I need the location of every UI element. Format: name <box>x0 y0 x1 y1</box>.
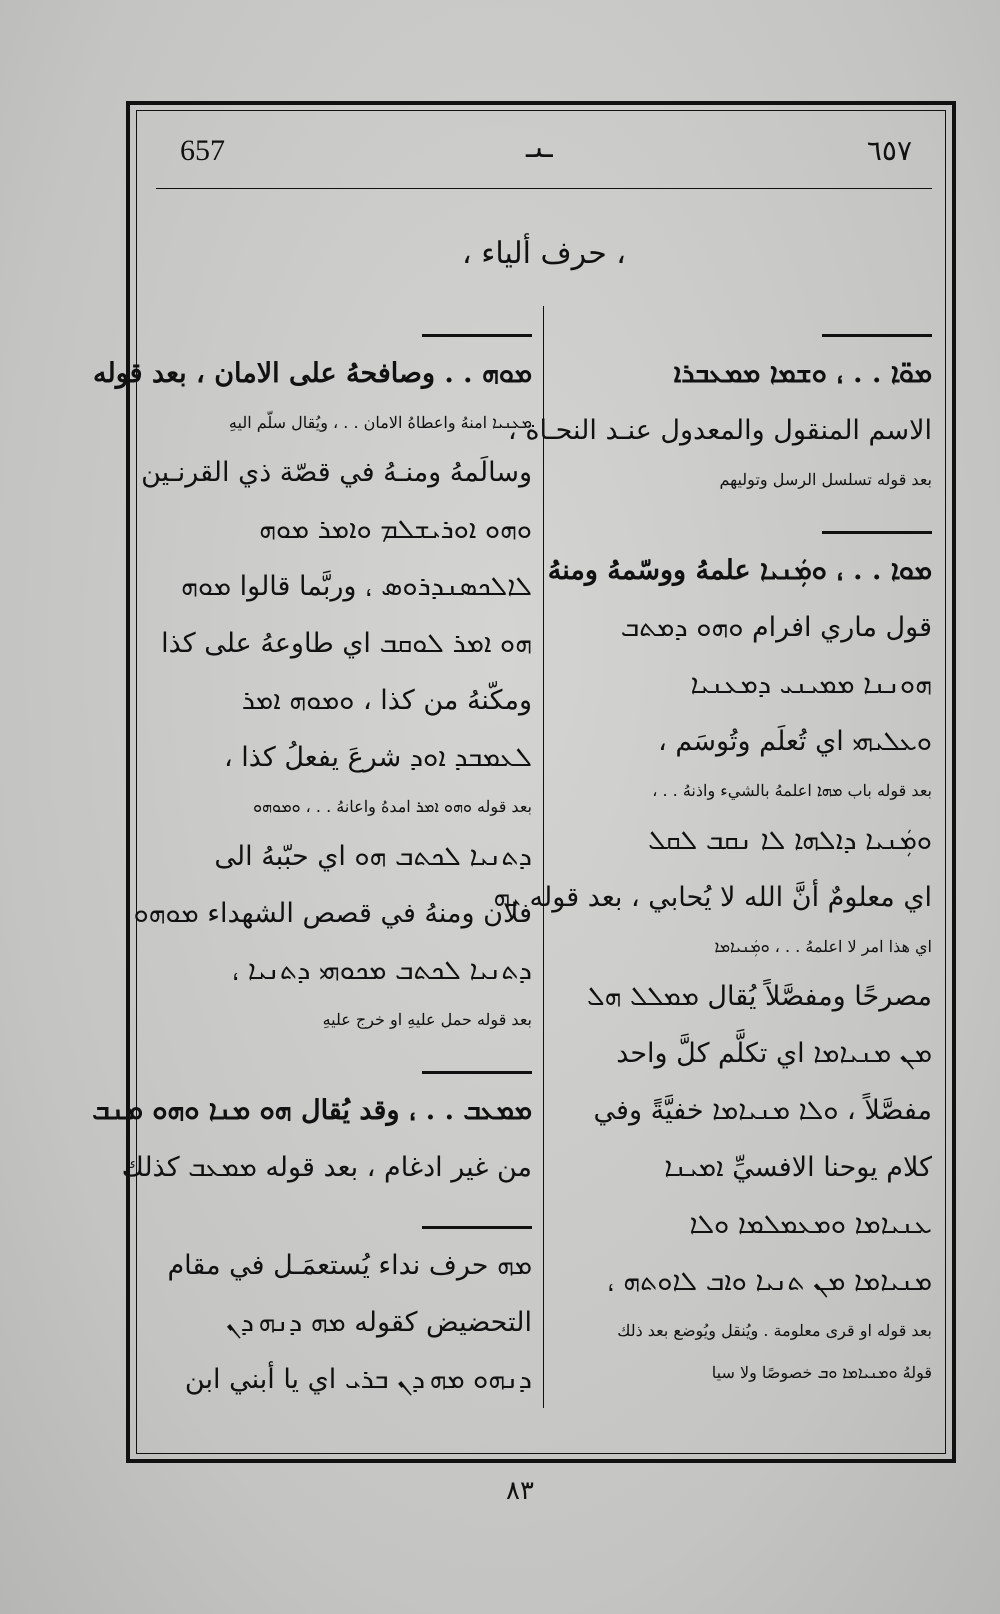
entry-text-line: ܕܬܢܝܐ ܠܟܬܒ ܡܟܘܗܝ ܕܬܢܝܐ ، <box>231 955 532 986</box>
entry-separator-rule <box>422 334 532 337</box>
entry-text-line: مصرحًا ومفصَّلاً يُقال ܡܡܠܠ ܗܠ <box>586 981 932 1012</box>
entry-text-line: مفصَّلاً ، ܘܠܐ ܡܢܝܐܡܐ خفيَّةً وفي <box>593 1095 932 1126</box>
entry-text-line: ܠܥܡܒܕ ܐܘܕ شرعَ يفعلُ كذا ، <box>223 742 532 773</box>
entry-text-line: ܡܗ حرف نداء يُستعمَـل في مقام <box>167 1250 532 1281</box>
entry-note-line: بعد قوله حمل عليهِ او خرج عليهِ <box>322 1010 532 1029</box>
section-title: ، حرف ألياء ، <box>462 236 626 271</box>
sheet-number: ٨٣ <box>506 1476 534 1506</box>
entry-note-line: قولهُ ܘܡܢܝܐܡܐ ܘܒ خصوصًا ولا سيا <box>711 1363 932 1382</box>
header-letter-mark: ـىـ <box>526 130 553 165</box>
entry-text-line: ܠܐܠܟܣܢܕܪܘܣ ، وربَّما قالوا ܡܘܗ <box>181 571 532 602</box>
entry-separator-rule <box>422 1226 532 1229</box>
entry-text-line: ܘܥܠܝܗܝ اي تُعلَم وتُوسَم ، <box>658 726 932 757</box>
entry-text-line: ܕܬܢܝܐ ܠܟܬܒ ܗܘ اي حبّبهُ الى <box>214 841 532 872</box>
entry-headword-line: ܡܘܗ . . وصافحهُ على الامان ، بعد قوله <box>93 358 532 389</box>
entry-headword-line: ܡܘܐ . . ، ܘܡܲܢܝܐ علمهُ ووسّمهُ ومنهُ <box>547 555 932 586</box>
entry-text-line: فلان ومنهُ في قصص الشهداء ܡܘܗܘ <box>133 898 532 929</box>
page-header <box>156 130 932 180</box>
entry-text-line: ومكّنهُ من كذا ، ܘܡܘܗ ܐܡܪ <box>241 685 532 716</box>
entry-text-line: ܗܘ ܐܡܪ ܠܘܩܒ اي طاوعهُ على كذا <box>161 628 532 659</box>
entry-text-line: اي معلومٌ أنَّ الله لا يُحابي ، بعد قوله ܝܗ <box>493 882 932 913</box>
entry-separator-rule <box>422 1071 532 1074</box>
entry-note-line: بعد قوله او قرى معلومة . ويُنقل ويُوضع بعد ذلك <box>617 1321 932 1340</box>
entry-gap <box>154 1041 532 1071</box>
entry-text-line: ܗܘܢܢܐ ܡܡܝܢܝ ܕܡܥܢܝܐ <box>690 669 932 700</box>
entry-note-line: بعد قوله باب ܡܗܐ اعلمهُ بالشيء واذنهُ . . ، <box>652 781 932 800</box>
left-column <box>92 334 532 1408</box>
entry-text-line: التحضيض كقوله ܡܗ ܕܢܗ ܕܢ <box>225 1307 532 1338</box>
entry-gap <box>556 501 932 531</box>
entry-text-line: ܡܢ ܡܢܝܐܡܐ اي تكلَّم كلَّ واحد <box>616 1038 932 1069</box>
header-rule <box>156 188 932 189</box>
entry-separator-rule <box>822 531 932 534</box>
page-number-arabic: ٦٥٧ <box>866 134 912 167</box>
entry-text-line: وسالَمهُ ومنـهُ في قصّة ذي القرنـين <box>141 457 532 488</box>
entry-headword-line: ܡܘ̈ܐ . . ، ܘܫܡܐ ܡܡܥܒܪܐ <box>673 358 932 389</box>
entry-headword-line: ܡܡܥܒ . . ، وقد يُقال ܗܘ ܡܢܐ ܘܗܘ ܡܢܒ <box>92 1095 532 1126</box>
entry-text-line: ܘܗܘ ܐܘܪܝܫܠܡ ܘܐܡܪ ܡܘܗ <box>259 514 532 545</box>
entry-text-line: الاسم المنقول والمعدول عنـد النحـاة ، <box>508 415 932 446</box>
entry-text-line: ܡܢܝܐܡܐ ܡܢ ܬܢܝܐ ܘܐܒ ܠܐܘܬܗ ، <box>607 1266 932 1297</box>
entry-text-line: كلام يوحنا الافسيِّ ܐܡܝܢܐ <box>664 1152 932 1183</box>
entry-gap <box>154 1196 532 1226</box>
entry-text-line: ܘܡܲܢܝܐ ܕܐܠܗܐ ܠܐ ܢܩܒ ܠܩܠ <box>648 825 932 856</box>
right-column <box>493 334 932 1394</box>
column-divider <box>543 306 544 1408</box>
entry-separator-rule <box>822 334 932 337</box>
entry-text-line: من غير ادغام ، بعد قوله ܡܡܥܒ كذلك <box>121 1152 532 1183</box>
entry-text-line: ܥܢܝܐܡܐ ܘܡܥܡܠܡܐ ܘܠܐ <box>689 1209 932 1240</box>
entry-note-line: بعد قوله ܘܗܘ ܐܡܪ امدهُ واعانهُ . . ، ܘܡܘܗܘ <box>253 797 532 816</box>
entry-text-line: قول ماري افرام ܘܗܘ ܕܡܬܒ <box>620 612 932 643</box>
entry-text-line: ܕܢܗܘ ܡܗ ܕܢ ܒܪܝ اي يا أبني ابن <box>184 1364 532 1395</box>
entry-note-line: ܡܥܢܝܐ امنهُ واعطاهُ الامان . . ، ويُقال سلّم اليهِ <box>228 413 532 432</box>
page-number-latin: 657 <box>180 134 225 167</box>
entry-note-line: بعد قوله تسلسل الرسل وتوليهم <box>719 470 932 489</box>
entry-note-line: اي هذا امر لا اعلمهُ . . ، ܘܡܲܢܝܐܡܐ <box>714 937 932 956</box>
